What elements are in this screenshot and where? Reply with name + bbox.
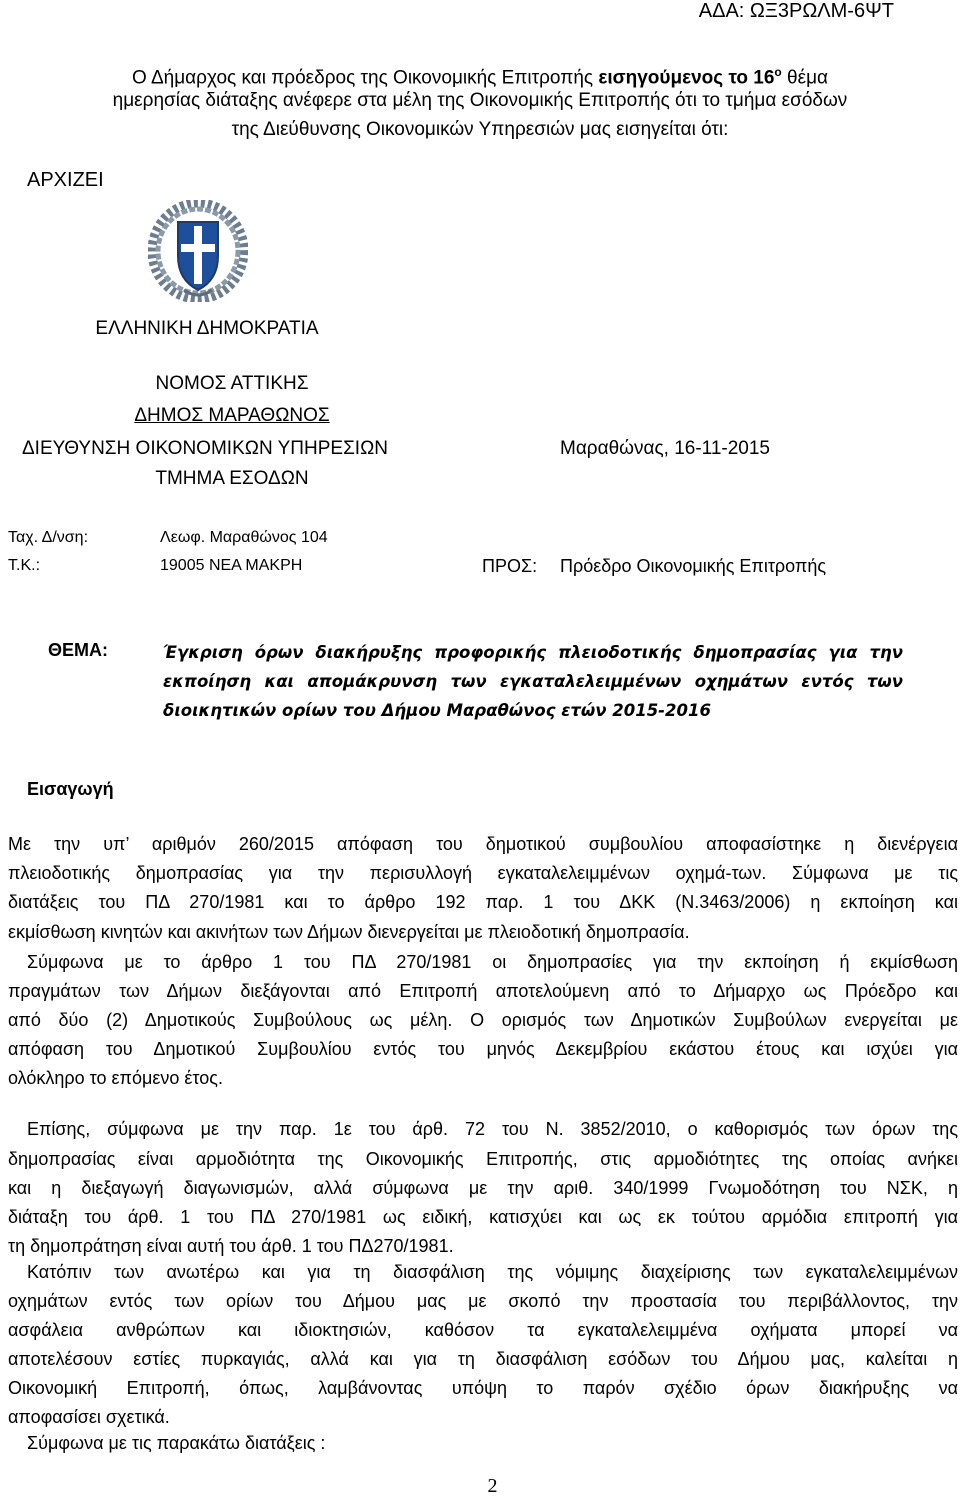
closing-line: Σύμφωνα με τις παρακάτω διατάξεις :: [27, 1433, 326, 1453]
body-line: πραγμάτων των Δήμων διεξάγονται από Επιτροπή αποτελούμενη από το Δήμαρχο ως Πρόεδρο και: [8, 981, 958, 1001]
prefecture-title: ΝΟΜΟΣ ΑΤΤΙΚΗΣ: [155, 373, 309, 394]
start-marker: ΑΡΧΙΖΕΙ: [27, 169, 104, 191]
body-line: Με την υπ’ αριθμόν 260/2015 απόφαση του δημοτικού συμβουλίου αποφασίστηκε η διενέργεια: [8, 834, 958, 854]
ada-code: ΑΔΑ: ΩΞ3ΡΩΛΜ-6ΨΤ: [698, 0, 894, 22]
body-line: πλειοδοτικής δημοπρασίας για την περισυλλογή εγκαταλελειμμένων οχημά-των. Σύμφωνα με τις: [8, 863, 958, 883]
municipality-title: ΔΗΜΟΣ ΜΑΡΑΘΩΝΟΣ: [134, 405, 330, 426]
body-line: Οικονομική Επιτροπή, όπως, λαμβάνοντας υπόψη το παρόν σχέδιο όρων διακήρυξης να: [8, 1378, 958, 1398]
body-line: Επίσης, σύμφωνα με την παρ. 1ε του άρθ. 72 του Ν. 3852/2010, ο καθορισμός των όρων της: [27, 1119, 958, 1139]
directorate-title: ΔΙΕΥΘΥΝΣΗ ΟΙΚΟΝΟΜΙΚΩΝ ΥΠΗΡΕΣΙΩΝ: [21, 438, 389, 459]
place-date: Μαραθώνας, 16-11-2015: [560, 438, 770, 459]
body-line: διατάξεις του ΠΔ 270/1981 και το άρθρο 192 παρ. 1 του ΔΚΚ (Ν.3463/2006) η εκποίηση και: [8, 892, 958, 912]
body-line: Κατόπιν των ανωτέρω και για τη διασφάλιση της νόμιμης διαχείρισης των εγκαταλελειμμένων: [27, 1262, 958, 1282]
intro-line-3: της Διεύθυνσης Οικονομικών Υπηρεσιών μας εισηγείται ότι:: [231, 119, 729, 140]
body-line: εκμίσθωση κινητών και ακινήτων των Δήμων διενεργείται με πλειοδοτική δημοπρασία.: [8, 922, 690, 942]
zip-label: Τ.Κ.:: [8, 557, 41, 574]
intro-line-1-end: θέμα: [781, 67, 829, 89]
department-title: ΤΜΗΜΑ ΕΣΟΔΩΝ: [155, 468, 309, 489]
subject-label: ΘΕΜΑ:: [48, 640, 108, 660]
intro-line-1-sup: ο: [774, 65, 782, 79]
subject-line: εκποίηση και απομάκρυνση των εγκαταλελειμμένων οχημάτων εντός των: [163, 672, 903, 691]
body-line: δημοπρασίας είναι αρμοδιότητα της Οικονομικής Επιτροπής, στις αρμοδιότητες της οποίας ανήκει: [8, 1149, 958, 1169]
subject-text: [163, 638, 903, 725]
body-line: οχημάτων εντός των ορίων του Δήμου μας με σκοπό την προστασία του περιβάλλοντος, την: [8, 1291, 958, 1311]
recipient-value: Πρόεδρο Οικονομικής Επιτροπής: [560, 556, 827, 576]
body-line: από δύο (2) Δημοτικούς Συμβούλους ως μέλη. Ο ορισμός των Δημοτικών Συμβούλων ενεργείται με: [8, 1010, 958, 1030]
section-heading: Εισαγωγή: [27, 779, 114, 799]
subject-line: Έγκριση όρων διακήρυξης προφορικής πλειοδοτικής δημοπρασίας για την: [163, 643, 903, 662]
body-line: ολόκληρο το επόμενο έτος.: [8, 1068, 223, 1088]
body-line: ασφάλεια ανθρώπων και ιδιοκτησιών, καθόσον τα εγκαταλελειμμένα οχήματα μπορεί να: [8, 1320, 958, 1340]
intro-line-2: ημερησίας διάταξης ανέφερε στα μέλη της Οικονομικής Επιτροπής ότι το τμήμα εσόδων: [112, 90, 848, 111]
body-line: τη δημοπράτηση είναι αυτή του άρθ. 1 του ΠΔ270/1981.: [8, 1236, 454, 1256]
body-line: απόφαση του Δημοτικού Συμβουλίου εντός του μηνός Δεκεμβρίου εκάστου έτους και ισχύει για: [8, 1039, 958, 1059]
recipient-label: ΠΡΟΣ:: [482, 556, 538, 576]
greek-coat-of-arms-icon: [148, 200, 248, 302]
page-number: 2: [487, 1475, 498, 1497]
body-line: και η διεξαγωγή διαγωνισμών, αλλά σύμφωνα με την αριθ. 340/1999 Γνωμοδότηση του ΝΣΚ, η: [8, 1178, 958, 1198]
intro-line-1-text: Ο Δήμαρχος και πρόεδρος της Οικονομικής Επιτροπής: [131, 67, 599, 89]
zip-value: 19005 ΝΕΑ ΜΑΚΡΗ: [160, 557, 303, 574]
body-line: αποφασίσει σχετικά.: [8, 1407, 170, 1427]
body-line: Σύμφωνα με το άρθρο 1 του ΠΔ 270/1981 οι δημοπρασίες για την εκποίηση ή εκμίσθωση: [27, 952, 958, 972]
intro-line-1-bold: εισηγούμενος το 16: [598, 67, 775, 89]
address-value: Λεωφ. Μαραθώνος 104: [160, 529, 328, 546]
republic-title: ΕΛΛΗΝΙΚΗ ΔΗΜΟΚΡΑΤΙΑ: [95, 318, 319, 339]
address-label: Ταχ. Δ/νση:: [8, 529, 89, 546]
subject-line: διοικητικών ορίων του Δήμου Μαραθώνος ετών 2015-2016: [163, 701, 711, 720]
body-line: αποτελέσουν εστίες πυρκαγιάς, αλλά και για τη διασφάλιση εσόδων του Δήμου μας, καλείται η: [8, 1349, 958, 1369]
body-line: διάταξη του άρθ. 1 του ΠΔ 270/1981 ως ειδική, κατισχύει και ως εκ τούτου αρμόδια επιτροπή για: [8, 1207, 958, 1227]
